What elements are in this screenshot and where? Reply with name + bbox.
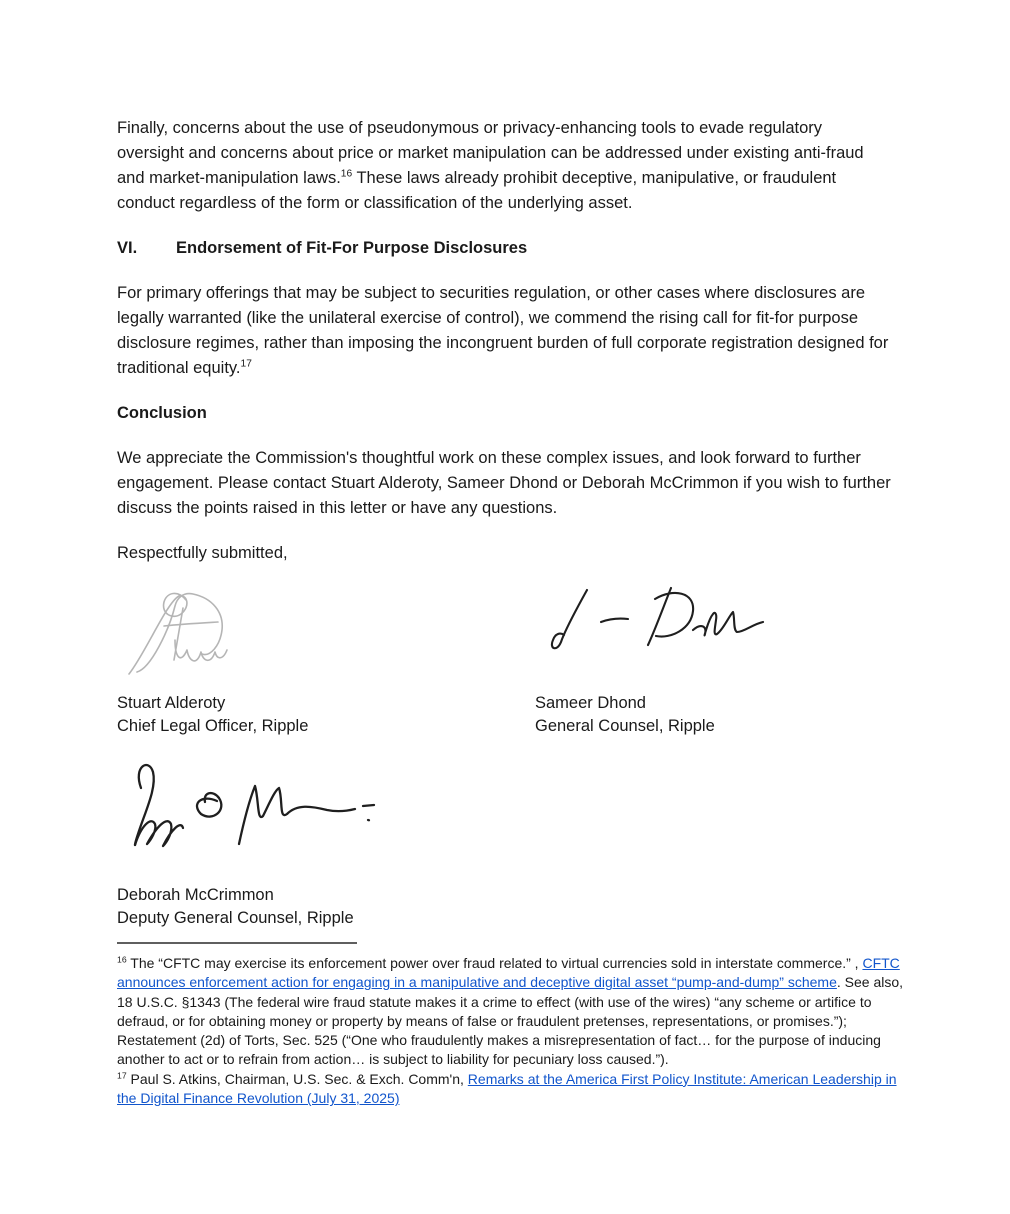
paragraph-antifraud: Finally, concerns about the use of pseudonymous or privacy-enhancing tools to evade regulatory oversight and concerns about price or market manipulation can be addressed under existing anti-fraud and market-manipulation laws.$^{16}$ These laws already prohibit deceptive, manipulative, or fraudulent conduct regardless of the form or classification of the underlying asset. [117,119,864,212]
hyperlink[interactable]: Remarks at the America First Policy Institute: American Leadership in the Digital Finance Revolution (July 31, 2025) [117,1070,897,1107]
footnotes-section [117,954,909,1108]
signature-image-sameer [535,584,892,684]
deborah-signature-icon [120,756,385,856]
closing-line: Respectfully submitted, [117,544,288,562]
section-heading-vi [117,236,892,261]
sameer-signature-icon [549,586,799,661]
signature-block-sameer [535,584,892,738]
signatory-title: Chief Legal Officer, Ripple [117,717,309,735]
section-title: Endorsement of Fit-For Purpose Disclosures [176,239,528,257]
paragraph-disclosures: For primary offerings that may be subject to securities regulation, or other cases where disclosures are legally warranted (like the unilateral exercise of control), we commend the rising call for fit-for purpose disclosure regimes, rather than imposing the incongruent burden of full corporate registration designed for traditional equity.$^{17}$ [117,284,889,377]
footnote-16: $^{16}$ The “CFTC may exercise its enforcement power over fraud related to virtual currencies sold in interstate commerce.” , CFTC announces enforcement action for engaging in a manipulative and deceptive digital asset “pump-and-dump” scheme. See also, 18 U.S.C. §1343 (The federal wire fraud statute makes it a crime to effect (with use of the wires) “any scheme or artifice to defraud, or for obtaining money or property by means of false or fraudulent pretenses, representations, or promises.”); Restatement (2d) of Torts, Sec. 525 (“One who fraudulently makes a misrepresentation of fact… for the purpose of inducing another to act or to refrain from action… is subject to liability for pecuniary loss caused.”). [117,954,904,1068]
paragraph-conclusion: We appreciate the Commission's thoughtful work on these complex issues, and look forward to further engagement. Please contact Stuart Alderoty, Sameer Dhond or Deborah McCrimmon if you wish to further discuss the points raised in this letter or have any questions. [117,449,891,517]
signatory-name: Sameer Dhond [535,694,646,712]
signatory-name: Stuart Alderoty [117,694,226,712]
signatory-title: Deputy General Counsel, Ripple [117,909,354,927]
footnote-ref: 17 [240,358,252,370]
footnote-divider [117,942,357,944]
footnote-ref: 16 [340,168,353,180]
section-number: VI. [117,239,138,257]
signature-block-deborah [117,756,892,930]
signature-image-stuart [117,584,535,684]
conclusion-heading: Conclusion [117,404,207,422]
footnote-ref: 17 [117,1070,127,1081]
signature-block-stuart [117,584,535,738]
signature-row [117,584,892,738]
stuart-signature-icon [117,584,287,684]
signature-image-deborah [117,756,892,856]
footnote-17: $^{17}$ Paul S. Atkins, Chairman, U.S. Sec. & Exch. Comm'n, Remarks at the America First Policy Institute: American Leadership in the Digital Finance Revolution (July 31, 2025) [117,1070,897,1107]
signatory-name: Deborah McCrimmon [117,886,274,904]
footnote-ref: 16 [117,954,127,965]
signatory-title: General Counsel, Ripple [535,717,715,735]
hyperlink[interactable]: CFTC announces enforcement action for engaging in a manipulative and deceptive digital asset “pump-and-dump” scheme [117,955,900,991]
